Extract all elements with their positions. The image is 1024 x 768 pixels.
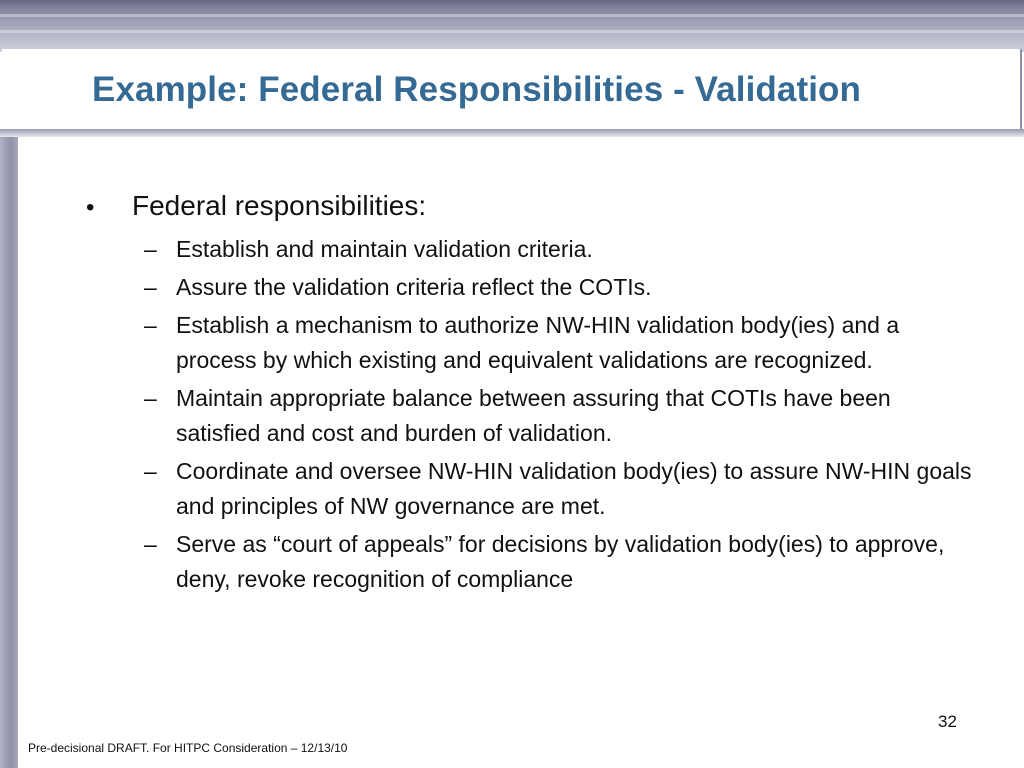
title-underline: [0, 129, 1024, 137]
header-stripe: [0, 30, 1024, 33]
dash-icon: –: [144, 274, 157, 300]
bullet-icon: •: [86, 194, 95, 221]
sub-bullet-text: Coordinate and oversee NW-HIN validation body(ies) to assure NW-HIN goals and principles of NW governance are met.: [176, 458, 972, 519]
sub-bullet-text: Establish and maintain validation criteria.: [176, 236, 593, 262]
page-number: 32: [938, 712, 957, 731]
sub-bullet-text: Serve as “court of appeals” for decisions by validation body(ies) to approve, deny, revoke recognition of compliance: [176, 531, 945, 592]
dash-icon: –: [144, 312, 157, 338]
dash-icon: –: [144, 531, 157, 557]
dash-icon: –: [144, 385, 157, 411]
dash-icon: –: [144, 458, 157, 484]
main-bullet: [86, 187, 986, 227]
sub-bullet: [144, 270, 986, 305]
header-band: [0, 0, 1024, 52]
sub-bullet-text: Establish a mechanism to authorize NW-HIN validation body(ies) and a process by which existing and equivalent validations are recognized.: [176, 312, 900, 373]
sub-bullet-text: Assure the validation criteria reflect the COTIs.: [176, 274, 652, 300]
footer-text: Pre-decisional DRAFT. For HITPC Consideration – 12/13/10: [28, 741, 348, 755]
sub-bullet: [144, 454, 986, 524]
sub-bullet-text: Maintain appropriate balance between assuring that COTIs have been satisfied and cost and burden of validation.: [176, 385, 891, 446]
sub-bullet-list: [144, 232, 986, 597]
main-bullet-text: Federal responsibilities:: [132, 190, 427, 221]
left-side-bar: [0, 137, 18, 768]
slide-title: Example: Federal Responsibilities - Validation: [92, 70, 861, 109]
slide-content: [86, 187, 986, 600]
sub-bullet: [144, 232, 986, 267]
header-stripe: [0, 14, 1024, 17]
sub-bullet: [144, 527, 986, 597]
dash-icon: –: [144, 236, 157, 262]
sub-bullet: [144, 381, 986, 451]
sub-bullet: [144, 308, 986, 378]
